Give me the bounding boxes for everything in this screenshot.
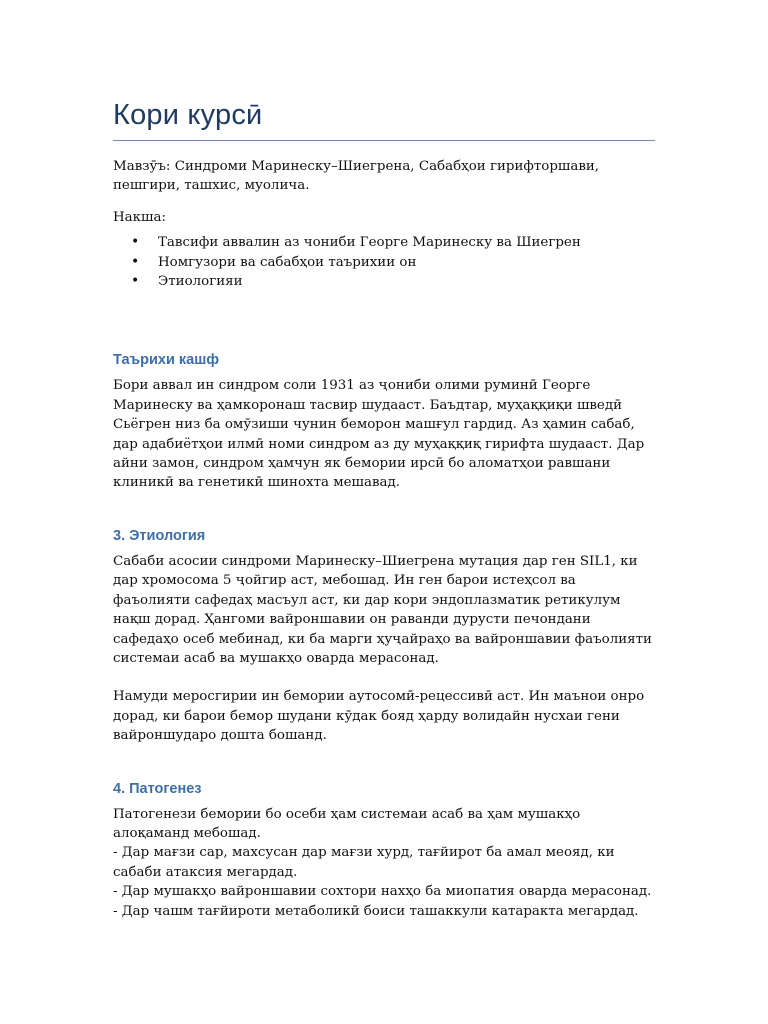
plan-list-item xyxy=(131,253,655,272)
pathogenesis-section xyxy=(113,780,655,921)
etiology-paragraph-1: Сабаби асосии синдроми Маринеску–Шиегрена мутация дар ген SIL1, ки дар хромосома 5 ҷойгир аст, мебошад. Ин ген барои истеҳсол ва фаъолияти сафедаҳ масъул аст, ки дар кори эндоплазматик ретикулум нақш дорад. Ҳангоми вайроншавии он раванди дурусти печондани сафедаҳо осеб мебинад, ки ба марги ҳуҷайраҳо ва вайроншавии фаъолияти системаи асаб ва мушакҳо оварда мерасонад. xyxy=(113,553,652,666)
page-title: Кори курсӣ xyxy=(113,99,263,131)
pathogenesis-line: - Дар мушакҳо вайроншавии сохтори нахҳо ба миопатия оварда мерасонад. xyxy=(113,884,652,900)
etiology-paragraph-2: Намуди меросгирии ин бемории аутосомӣ-рецессивӣ аст. Ин маънои онро дорад, ки барои бемор шудани кӯдак бояд ҳарду волидайн нусхаи гени вайроншударо дошта бошанд. xyxy=(113,689,645,744)
title-divider xyxy=(113,140,655,141)
pathogenesis-heading: 4. Патогенез xyxy=(113,780,202,797)
history-section xyxy=(113,351,655,492)
plan-list xyxy=(113,233,655,291)
topic-paragraph: Мавзӯъ: Синдроми Маринеску–Шиегрена, Сабабҳои гирифторшави, пешгири, ташхис, муолича. xyxy=(113,159,600,194)
plan-label: Накша: xyxy=(113,209,166,225)
bullet-icon: • xyxy=(131,234,140,251)
pathogenesis-line: Патогенези бемории бо осеби ҳам системаи асаб ва ҳам мушакҳо алоқаманд мебошад. xyxy=(113,806,581,841)
etiology-heading: 3. Этиология xyxy=(113,527,206,544)
history-paragraph: Бори аввал ин синдром соли 1931 аз ҷониби олими руминӣ Георге Маринеску ва ҳамкоронаш тасвир шудааст. Баъдтар, муҳаққиқи шведӣ Сьёгрен низ ба омӯзиши чунин беморон машғул гардид. Аз ҳамин сабаб, дар адабиётҳои илмӣ номи синдром аз ду муҳаққиқ гирифта шудааст. Дар айни замон, синдром ҳамчун як бемории ирсӣ бо аломатҳои равшани клиникӣ ва генетикӣ шинохта мешавад. xyxy=(113,378,645,491)
bullet-icon: • xyxy=(131,273,140,290)
plan-list-item xyxy=(131,233,655,252)
plan-item-text: Номгузори ва сабабҳои таърихии он xyxy=(158,254,417,270)
plan-item-text: Тавсифи аввалин аз чониби Георге Маринеску ва Шиегрен xyxy=(158,235,581,251)
plan-list-item xyxy=(131,272,655,291)
etiology-section xyxy=(113,527,655,746)
history-heading: Таърихи кашф xyxy=(113,352,220,369)
pathogenesis-line: - Дар мағзи сар, махсусан дар мағзи хурд, тағйирот ба амал меояд, ки сабаби атаксия мегардад. xyxy=(113,845,615,880)
plan-item-text: Этиологияи xyxy=(158,274,243,290)
bullet-icon: • xyxy=(131,253,140,270)
pathogenesis-line: - Дар чашм тағйироти метаболикӣ боиси ташаккули катаракта мегардад. xyxy=(113,903,639,919)
